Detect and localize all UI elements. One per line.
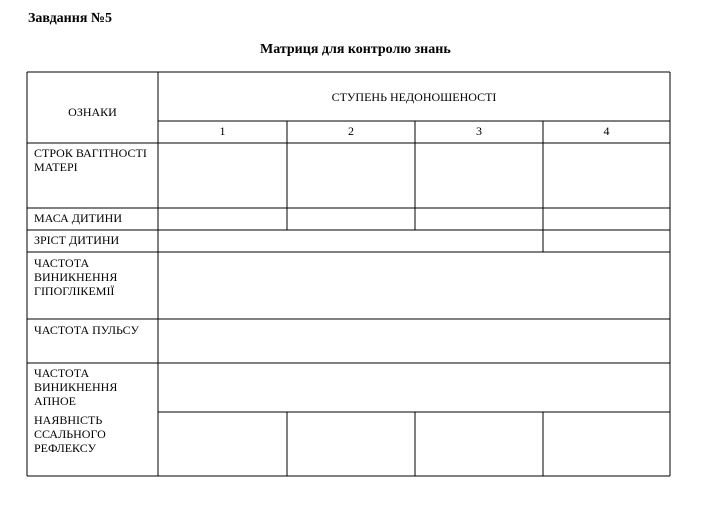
row-label-hypoglycemia: ЧАСТОТА ВИНИКНЕННЯ ГІПОГЛІКЕМІЇ [34,256,118,298]
degree-1: 1 [219,124,226,138]
header-signs: ОЗНАКИ [68,105,117,119]
row-label-sucking-reflex: НАЯВНІСТЬ ССАЛЬНОГО РЕФЛЕКСУ [34,413,106,455]
task-title: Завдання №5 [28,11,112,26]
degree-3: 3 [476,124,482,138]
row-label-child-weight: МАСА ДИТИНИ [34,211,122,225]
row-label-pregnancy-term: СТРОК ВАГІТНОСТІ МАТЕРІ [34,146,147,174]
matrix-title: Матриця для контролю знань [260,42,451,57]
degree-4: 4 [603,124,610,138]
row-label-child-height: ЗРІСТ ДИТИНИ [34,233,120,247]
row-label-apnea: ЧАСТОТА ВИНИКНЕННЯ АПНОЕ [34,366,118,408]
row-label-pulse: ЧАСТОТА ПУЛЬСУ [34,323,139,337]
degree-2: 2 [348,124,354,138]
header-degree: СТУПЕНЬ НЕДОНОШЕНОСТІ [331,90,497,104]
